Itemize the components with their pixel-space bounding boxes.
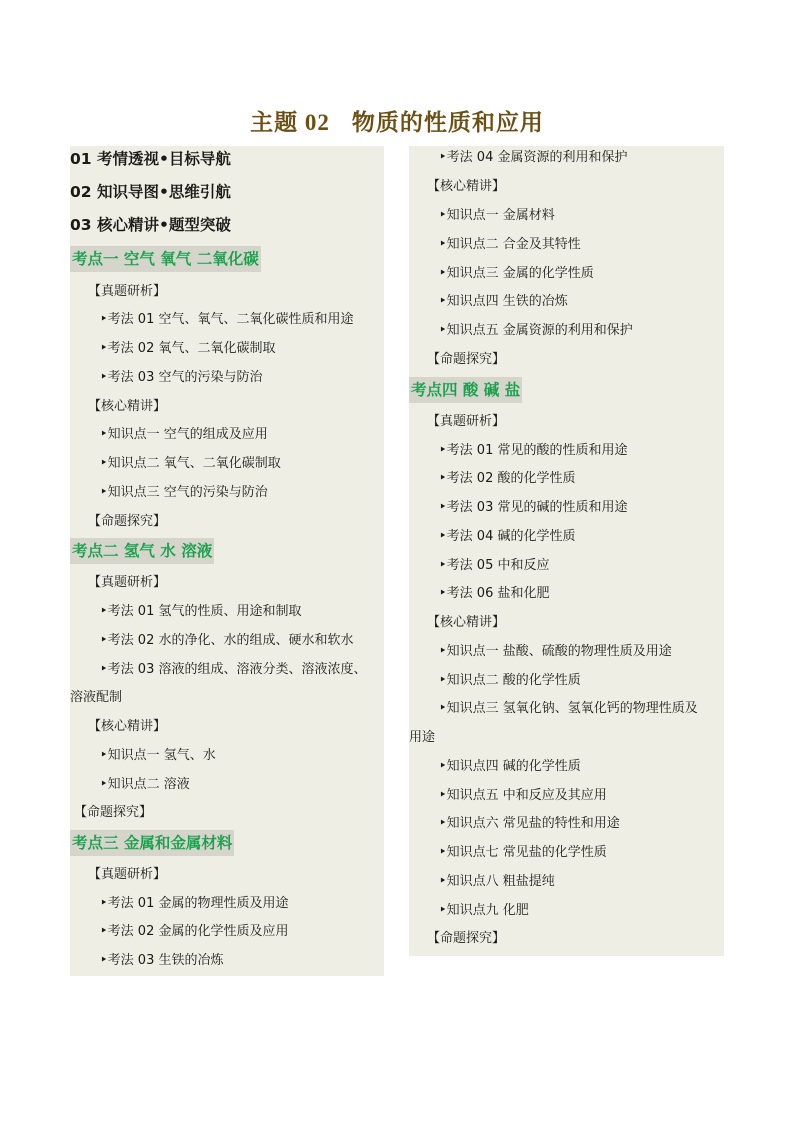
toc-subheading[interactable]: 【命题探究】	[427, 931, 506, 946]
toc-subheading[interactable]: 【核心精讲】	[88, 719, 167, 734]
toc-item[interactable]: ‣考法 03 生铁的冶炼	[100, 953, 224, 968]
toc-item[interactable]: ‣知识点九 化肥	[439, 903, 529, 918]
toc-subheading[interactable]: 【命题探究】	[427, 352, 506, 367]
toc-item[interactable]: ‣知识点四 碱的化学性质	[439, 759, 581, 774]
section-heading[interactable]: 考点三 金属和金属材料	[70, 830, 234, 856]
toc-item[interactable]: ‣知识点一 氢气、水	[100, 748, 216, 763]
toc-item[interactable]: ‣考法 01 空气、氧气、二氧化碳性质和用途	[100, 312, 354, 327]
toc-subheading[interactable]: 【命题探究】	[74, 805, 153, 820]
toc-item[interactable]: ‣知识点八 粗盐提纯	[439, 874, 555, 889]
toc-item[interactable]: ‣知识点一 盐酸、硫酸的物理性质及用途	[439, 644, 672, 659]
section-heading[interactable]: 考点一 空气 氧气 二氧化碳	[70, 246, 261, 272]
toc-top-item[interactable]: 01 考情透视•目标导航	[70, 150, 231, 168]
toc-item[interactable]: ‣考法 02 氧气、二氧化碳制取	[100, 341, 276, 356]
toc-item[interactable]: ‣考法 03 空气的污染与防治	[100, 370, 263, 385]
toc-item[interactable]: ‣知识点一 金属材料	[439, 208, 555, 223]
toc-item[interactable]: ‣考法 01 常见的酸的性质和用途	[439, 443, 628, 458]
title-number: 主题 02	[250, 110, 330, 135]
toc-item[interactable]: ‣考法 02 酸的化学性质	[439, 471, 576, 486]
page-title	[0, 104, 794, 137]
toc-item[interactable]: ‣知识点三 金属的化学性质	[439, 266, 594, 281]
toc-left-column	[70, 146, 384, 976]
toc-item[interactable]: ‣知识点五 金属资源的利用和保护	[439, 323, 633, 338]
section-heading[interactable]: 考点四 酸 碱 盐	[409, 377, 522, 403]
toc-item[interactable]: ‣知识点六 常见盐的特性和用途	[439, 816, 620, 831]
toc-item[interactable]: ‣知识点二 合金及其特性	[439, 237, 581, 252]
toc-subheading[interactable]: 【真题研析】	[88, 575, 167, 590]
toc-item[interactable]: ‣考法 05 中和反应	[439, 558, 550, 573]
toc-subheading[interactable]: 【真题研析】	[88, 284, 167, 299]
toc-top-item[interactable]: 03 核心精讲•题型突破	[70, 216, 231, 234]
toc-item[interactable]: ‣知识点七 常见盐的化学性质	[439, 845, 607, 860]
toc-item[interactable]: ‣知识点三 空气的污染与防治	[100, 485, 268, 500]
toc-item[interactable]: ‣考法 01 金属的物理性质及用途	[100, 896, 289, 911]
toc-item[interactable]: ‣知识点四 生铁的冶炼	[439, 294, 568, 309]
toc-subheading[interactable]: 【核心精讲】	[88, 399, 167, 414]
section-heading[interactable]: 考点二 氢气 水 溶液	[70, 538, 214, 564]
title-text: 物质的性质和应用	[351, 110, 544, 136]
toc-item[interactable]: ‣知识点二 氧气、二氧化碳制取	[100, 456, 281, 471]
toc-item[interactable]: ‣知识点三 氢氧化钠、氢氧化钙的物理性质及	[439, 701, 698, 716]
toc-item[interactable]: ‣考法 04 金属资源的利用和保护	[439, 150, 628, 165]
toc-item[interactable]: ‣知识点一 空气的组成及应用	[100, 427, 268, 442]
toc-item-continuation: 溶液配制	[70, 690, 123, 705]
toc-item[interactable]: ‣考法 02 水的净化、水的组成、硬水和软水	[100, 633, 354, 648]
toc-item[interactable]: ‣知识点五 中和反应及其应用	[439, 788, 607, 803]
toc-top-item[interactable]: 02 知识导图•思维引航	[70, 183, 231, 201]
toc-item[interactable]: ‣考法 03 溶液的组成、溶液分类、溶液浓度、	[100, 662, 367, 677]
toc-item[interactable]: ‣考法 03 常见的碱的性质和用途	[439, 500, 628, 515]
toc-item-continuation: 用途	[409, 730, 436, 745]
toc-item[interactable]: ‣知识点二 溶液	[100, 777, 190, 792]
toc-item[interactable]: ‣考法 06 盐和化肥	[439, 586, 550, 601]
toc-subheading[interactable]: 【真题研析】	[427, 414, 506, 429]
toc-subheading[interactable]: 【命题探究】	[88, 514, 167, 529]
toc-right-column	[409, 146, 724, 956]
toc-subheading[interactable]: 【真题研析】	[88, 867, 167, 882]
toc-item[interactable]: ‣考法 02 金属的化学性质及应用	[100, 924, 289, 939]
toc-subheading[interactable]: 【核心精讲】	[427, 615, 506, 630]
toc-item[interactable]: ‣知识点二 酸的化学性质	[439, 673, 581, 688]
toc-subheading[interactable]: 【核心精讲】	[427, 179, 506, 194]
toc-item[interactable]: ‣考法 04 碱的化学性质	[439, 529, 576, 544]
toc-item[interactable]: ‣考法 01 氢气的性质、用途和制取	[100, 604, 302, 619]
